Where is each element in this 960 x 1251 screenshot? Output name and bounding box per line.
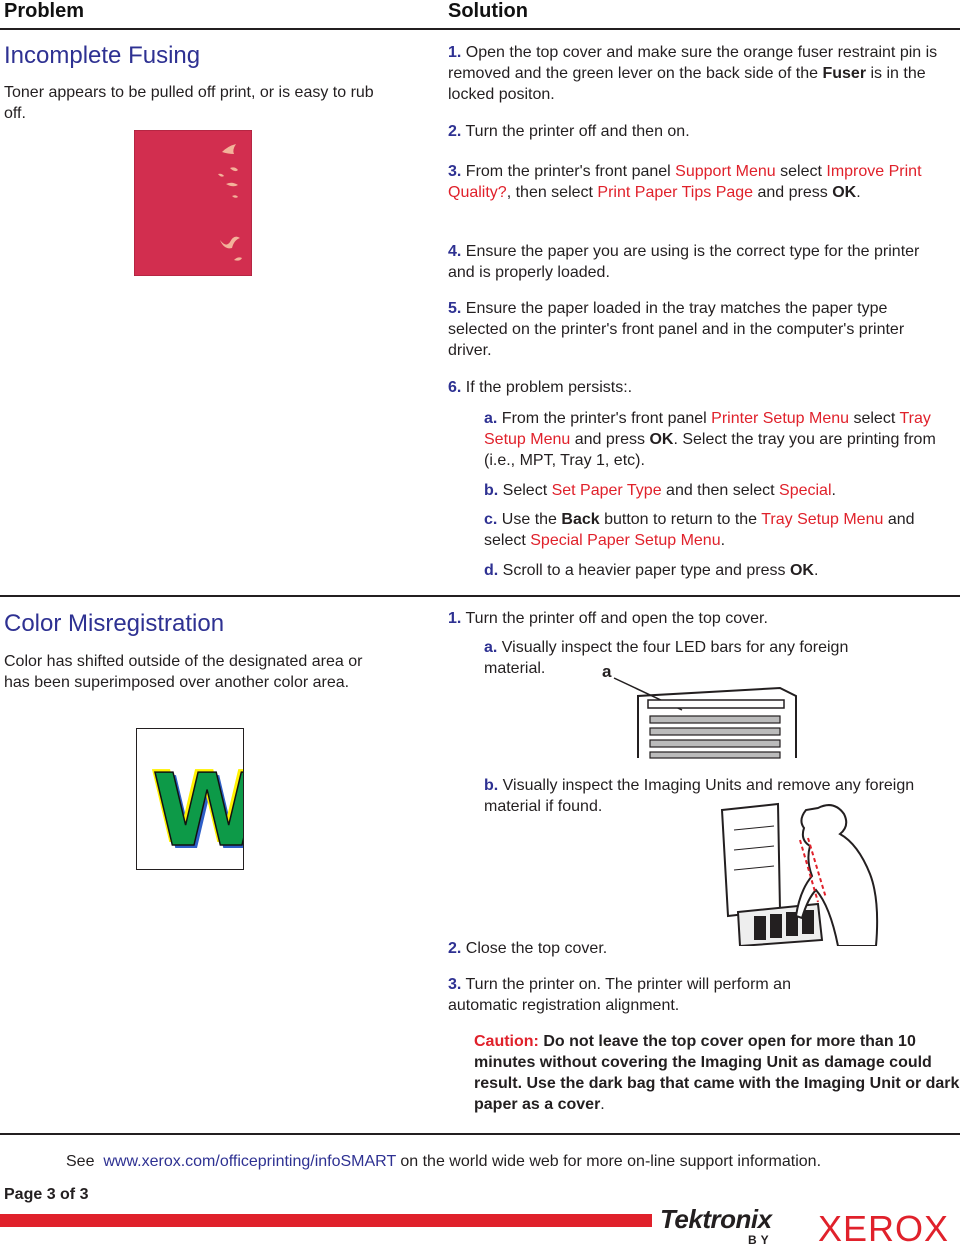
fusing-step-2: 2. Turn the printer off and then on.	[448, 123, 690, 140]
fusing-sample-image	[134, 130, 252, 276]
misreg-substep-a: a. Visually inspect the four LED bars for any foreign material.	[484, 639, 849, 677]
fusing-step-1: 1. Open the top cover and make sure the orange fuser restraint pin is removed and the green lever on the back side of the Fuser is in the locked positon.	[448, 44, 938, 103]
fusing-substep-c: c. Use the Back button to return to the Tray Setup Menu and select Special Paper Setup Menu.	[484, 511, 915, 549]
led-bars-illustration	[610, 674, 800, 766]
misregistration-sample-image	[136, 728, 244, 870]
misreg-step-2: 2. Close the top cover.	[448, 940, 608, 957]
w-green-layer: W	[152, 752, 243, 869]
page-number: Page 3 of 3	[4, 1186, 89, 1203]
led-bar	[650, 728, 780, 735]
xerox-support-link[interactable]: www.xerox.com/officeprinting/infoSMART	[103, 1153, 396, 1170]
fusing-substep-d: d. Scroll to a heavier paper type and press OK.	[484, 562, 819, 579]
color-misregistration-description: Color has shifted outside of the designated area or has been superimposed over another color area.	[4, 653, 363, 691]
by-wordmark: BY	[748, 1233, 773, 1247]
fusing-step-4: 4. Ensure the paper you are using is the correct type for the printer and is properly loaded.	[448, 243, 920, 281]
misregistered-w-graphic	[137, 729, 243, 869]
caution-note: Caution: Do not leave the top cover open for more than 10 minutes without covering the Imaging Unit as damage could result. Use the dark bag that came with the Imaging Unit or dark paper as a cover.	[474, 1033, 960, 1113]
incomplete-fusing-title: Incomplete Fusing	[4, 42, 201, 69]
footer-divider	[0, 1133, 960, 1135]
problem-column-header: Problem	[4, 0, 85, 22]
imaging-unit	[770, 914, 782, 938]
fusing-substep-b: b. Select Set Paper Type and then select Special.	[484, 482, 836, 499]
imaging-units-illustration	[718, 800, 888, 946]
w-yellow-layer: W	[149, 749, 243, 866]
menu-support-menu: Support Menu	[675, 163, 776, 180]
menu-print-paper-tips-page: Print Paper Tips Page	[597, 184, 754, 201]
misreg-substep-b: b. Visually inspect the Imaging Units and remove any foreign material if found.	[484, 777, 915, 815]
fusing-sample-page	[134, 130, 252, 276]
led-bar	[650, 740, 780, 747]
imaging-unit	[754, 916, 766, 940]
tektronix-wordmark: Tektronix	[660, 1204, 772, 1234]
fusing-step-3: 3. From the printer's front panel Support Menu select Improve Print Quality?, then select Print Paper Tips Page and press OK.	[448, 163, 922, 201]
caution-label: Caution:	[474, 1033, 539, 1050]
callout-a-label: a	[602, 662, 612, 681]
fusing-step-5: 5. Ensure the paper loaded in the tray matches the paper type selected on the printer's front panel and in the computer's printer driver.	[448, 300, 905, 359]
section-divider	[0, 595, 960, 597]
fusing-step-6: 6. If the problem persists:.	[448, 379, 633, 396]
fusing-substep-a: a. From the printer's front panel Printer Setup Menu select Tray Setup Menu and press OK. Select the tray you are printing from (i.e., MPT, Tray 1, etc).	[484, 410, 936, 469]
xerox-wordmark: XEROX	[818, 1208, 950, 1249]
footer-red-bar	[0, 1214, 652, 1227]
w-blue-layer: W	[155, 755, 243, 869]
misreg-step-3: 3. Turn the printer on. The printer will perform an automatic registration alignment.	[448, 976, 791, 1014]
menu-improve-print-quality: Improve Print Quality?	[448, 163, 922, 201]
led-bar	[650, 716, 780, 723]
open-top-cover	[722, 804, 780, 916]
tektronix-by-xerox-logo	[660, 1204, 956, 1250]
led-bar	[650, 752, 780, 758]
top-cover-edge	[648, 700, 784, 708]
color-misregistration-title: Color Misregistration	[4, 610, 225, 637]
misreg-step-1: 1. Turn the printer off and open the top cover.	[448, 610, 768, 627]
support-link-sentence: See www.xerox.com/officeprinting/infoSMART on the world wide web for more on-line support information.	[66, 1153, 822, 1170]
header-divider	[0, 28, 960, 30]
incomplete-fusing-description: Toner appears to be pulled off print, or is easy to rub off.	[4, 84, 374, 122]
solution-column-header: Solution	[448, 0, 528, 22]
